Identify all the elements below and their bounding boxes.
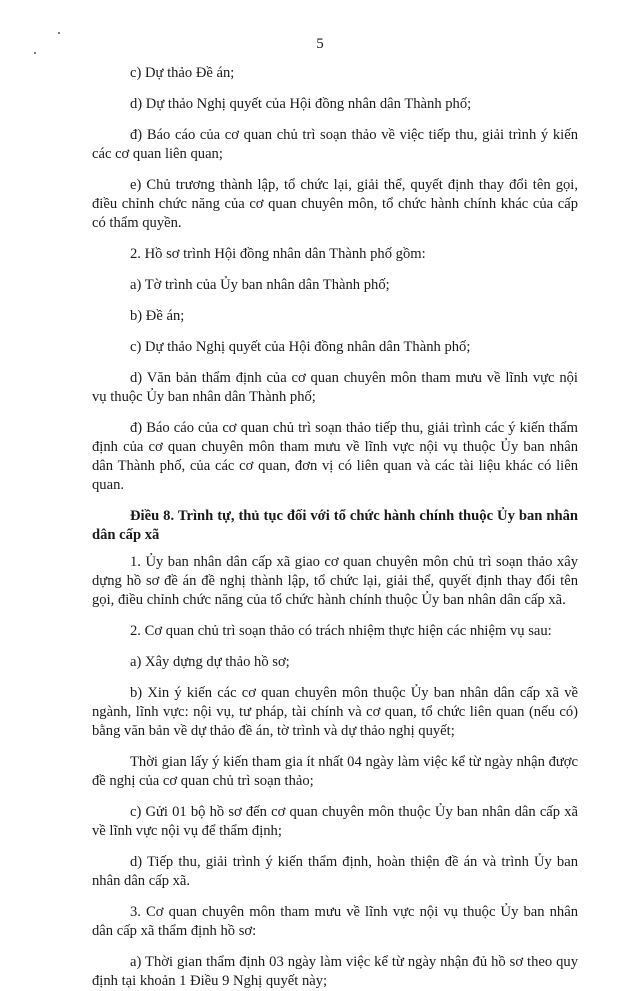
document-body xyxy=(92,64,578,991)
paragraph: a) Tờ trình của Ủy ban nhân dân Thành phố; xyxy=(130,277,390,293)
paragraph: đ) Báo cáo của cơ quan chủ trì soạn thảo tiếp thu, giải trình các ý kiến thẩm định của cơ quan chuyên môn tham mưu về lĩnh vực nội vụ thuộc Ủy ban nhân dân Thành phố, của các cơ quan, đơn vị có liên quan và các tài liệu khác có liên quan. xyxy=(92,420,578,493)
paragraph: Thời gian lấy ý kiến tham gia ít nhất 04 ngày làm việc kể từ ngày nhận được đề nghị của cơ quan chủ trì soạn thảo; xyxy=(92,754,578,789)
paragraph: d) Tiếp thu, giải trình ý kiến thẩm định, hoàn thiện đề án và trình Ủy ban nhân dân cấp xã. xyxy=(92,854,578,889)
paragraph: đ) Báo cáo của cơ quan chủ trì soạn thảo về việc tiếp thu, giải trình ý kiến các cơ quan liên quan; xyxy=(92,127,578,162)
article-heading: Điều 8. Trình tự, thủ tục đối với tổ chức hành chính thuộc Ủy ban nhân dân cấp xã xyxy=(92,508,578,543)
paragraph: d) Dự thảo Nghị quyết của Hội đồng nhân dân Thành phố; xyxy=(130,96,472,112)
paragraph: c) Dự thảo Nghị quyết của Hội đồng nhân dân Thành phố; xyxy=(130,339,471,355)
page-number: 5 xyxy=(316,36,324,52)
paragraph: c) Gửi 01 bộ hồ sơ đến cơ quan chuyên môn thuộc Ủy ban nhân dân cấp xã về lĩnh vực nội vụ để thẩm định; xyxy=(92,804,578,839)
paragraph: a) Xây dựng dự thảo hồ sơ; xyxy=(130,654,290,670)
scan-speck xyxy=(58,32,60,34)
paragraph: 1. Ủy ban nhân dân cấp xã giao cơ quan chuyên môn chủ trì soạn thảo xây dựng hồ sơ đề án đề nghị thành lập, tổ chức lại, giải thể, quyết định thay đổi tên gọi, điều chỉnh chức năng của tổ chức hành chính thuộc Ủy ban nhân dân cấp xã. xyxy=(92,554,578,608)
paragraph: b) Đề án; xyxy=(130,308,185,324)
paragraph: a) Thời gian thẩm định 03 ngày làm việc kể từ ngày nhận đủ hồ sơ theo quy định tại khoản 1 Điều 9 Nghị quyết này; xyxy=(92,954,578,989)
paragraph: c) Dự thảo Đề án; xyxy=(130,65,235,81)
paragraph: 2. Cơ quan chủ trì soạn thảo có trách nhiệm thực hiện các nhiệm vụ sau: xyxy=(130,623,552,639)
paragraph: b) Xin ý kiến các cơ quan chuyên môn thuộc Ủy ban nhân dân cấp xã về ngành, lĩnh vực: nội vụ, tư pháp, tài chính và cơ quan, tổ chức liên quan (nếu có) bằng văn bản về dự thảo đề án, tờ trình và dự thảo nghị quyết; xyxy=(92,685,578,739)
paragraph: e) Chủ trương thành lập, tổ chức lại, giải thể, quyết định thay đổi tên gọi, điều chỉnh chức năng của cơ quan chuyên môn, tổ chức hành chính khác của cấp có thẩm quyền. xyxy=(92,177,578,231)
paragraph: d) Văn bản thẩm định của cơ quan chuyên môn tham mưu về lĩnh vực nội vụ thuộc Ủy ban nhân dân Thành phố; xyxy=(92,370,578,405)
paragraph: 2. Hồ sơ trình Hội đồng nhân dân Thành phố gồm: xyxy=(130,246,426,262)
paragraph: 3. Cơ quan chuyên môn tham mưu về lĩnh vực nội vụ thuộc Ủy ban nhân dân cấp xã thẩm định hồ sơ: xyxy=(92,904,578,939)
